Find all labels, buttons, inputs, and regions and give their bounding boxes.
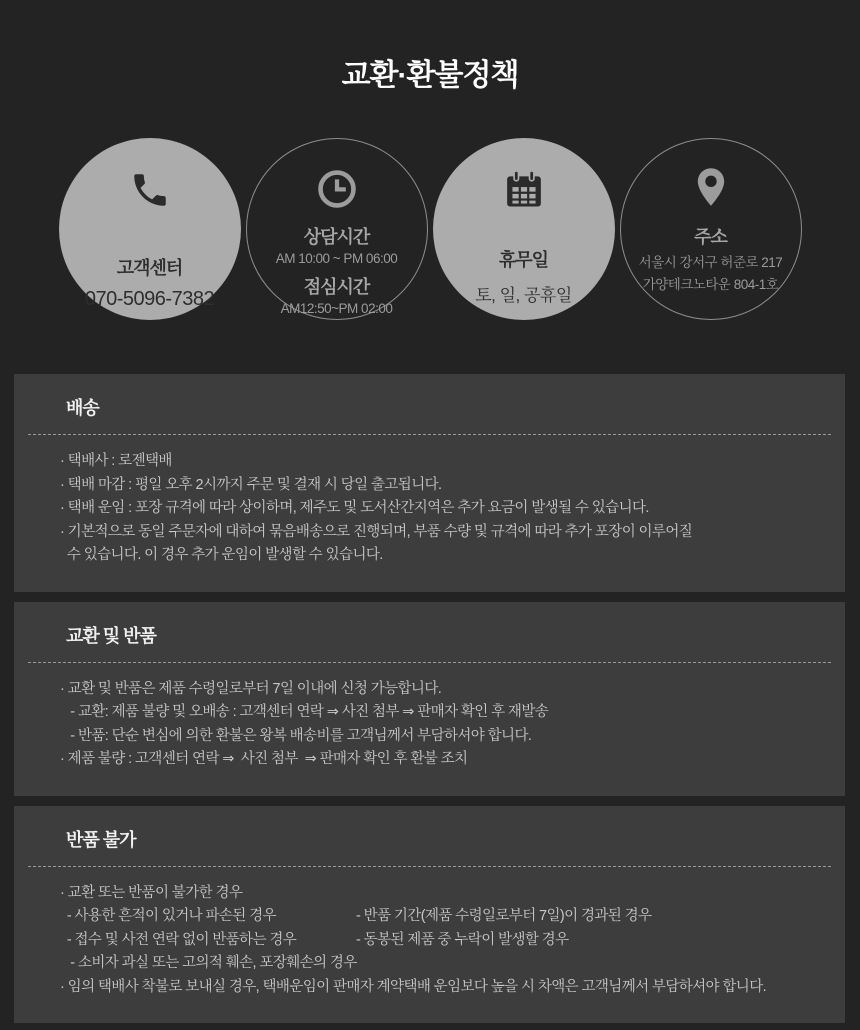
no-return-case: - 접수 및 사전 연락 없이 반품하는 경우 — [60, 931, 297, 948]
shipping-section — [14, 374, 845, 592]
consulting-hours-circle — [246, 138, 428, 320]
shipping-section-title: 배송 — [66, 398, 99, 418]
no-return-case: - 사용한 흔적이 있거나 파손된 경우 — [60, 908, 276, 924]
exchange-return-line: · 제품 불량 : 고객센터 연락 ⇒ 사진 첨부 ⇒ 판매자 확인 후 환불 조치 — [60, 751, 468, 767]
exchange-return-section — [14, 602, 845, 796]
calendar-icon — [502, 166, 546, 214]
policy-panels — [14, 374, 845, 1023]
page-title: 교환·환불정책 — [341, 59, 519, 92]
contact-info-row — [0, 138, 860, 320]
shipping-line: · 택배 마감 : 평일 오후 2시까지 주문 및 결재 시 당일 출고됩니다. — [60, 476, 442, 493]
exchange-return-line: · 교환 및 반품은 제품 수령일로부터 7일 이내에 신청 가능합니다. — [60, 680, 442, 697]
exchange-return-section-title: 교환 및 반품 — [66, 625, 156, 646]
address-line-1: 서울시 강서구 허준로 217 — [638, 255, 783, 270]
customer-center-label: 고객센터 — [116, 258, 183, 278]
phone-icon — [129, 166, 171, 214]
lunch-time-value: AM12:50~PM 02:00 — [280, 301, 393, 316]
no-return-case-row — [60, 905, 805, 929]
no-return-freight-note: · 임의 택배사 착불로 보내실 경우, 택배운임이 판매자 계약택배 운임보다 높을 시 차액은 고객님께서 부담하셔야 합니다. — [60, 978, 767, 995]
no-return-case: - 동봉된 제품 중 누락이 발생할 경우 — [356, 931, 569, 948]
address-circle — [620, 138, 802, 320]
holiday-label: 휴무일 — [498, 250, 549, 270]
shipping-line: · 택배사 : 로젠택배 — [60, 453, 172, 469]
exchange-return-section-body — [28, 663, 831, 772]
holiday-value: 토, 일, 공휴일 — [475, 286, 572, 305]
address-line-2: 가양테크노타운 804-1호 — [642, 277, 779, 292]
address-label: 주소 — [694, 227, 727, 247]
no-return-section — [14, 806, 845, 1024]
consulting-hours-value: AM 10:00 ~ PM 06:00 — [275, 251, 398, 266]
customer-center-phone: 070-5096-7382 — [84, 288, 215, 310]
exchange-return-line: - 교환: 제품 불량 및 오배송 : 고객센터 연락 ⇒ 사진 첨부 ⇒ 판매자 확인 후 재발송 — [60, 704, 549, 720]
shipping-line: · 기본적으로 동일 주문자에 대하여 묶음배송으로 진행되며, 부품 수량 및 규격에 따라 추가 포장이 이루어질 — [60, 523, 693, 540]
no-return-section-title: 반품 불가 — [66, 829, 136, 850]
no-return-case: - 소비자 과실 또는 고의적 훼손, 포장훼손의 경우 — [60, 955, 357, 971]
shipping-line: · 택배 운임 : 포장 규격에 따라 상이하며, 제주도 및 도서산간지역은 추가 요금이 발생될 수 있습니다. — [60, 500, 649, 516]
no-return-case-row — [60, 929, 805, 953]
no-return-case: - 반품 기간(제품 수령일로부터 7일)이 경과된 경우 — [356, 908, 652, 924]
exchange-return-line: - 반품: 단순 변심에 의한 환불은 왕복 배송비를 고객님께서 부담하셔야 합니다. — [60, 727, 532, 744]
customer-center-circle — [59, 138, 241, 320]
no-return-section-body — [28, 867, 831, 1000]
shipping-line: 수 있습니다. 이 경우 추가 운임이 발생할 수 있습니다. — [60, 547, 383, 563]
consulting-hours-label: 상담시간 — [303, 227, 370, 247]
map-pin-icon — [689, 163, 733, 211]
holiday-circle — [433, 138, 615, 320]
no-return-intro: · 교환 또는 반품이 불가한 경우 — [60, 884, 243, 901]
clock-icon — [314, 165, 360, 213]
shipping-section-body — [28, 435, 831, 568]
lunch-time-label: 점심시간 — [303, 277, 370, 297]
